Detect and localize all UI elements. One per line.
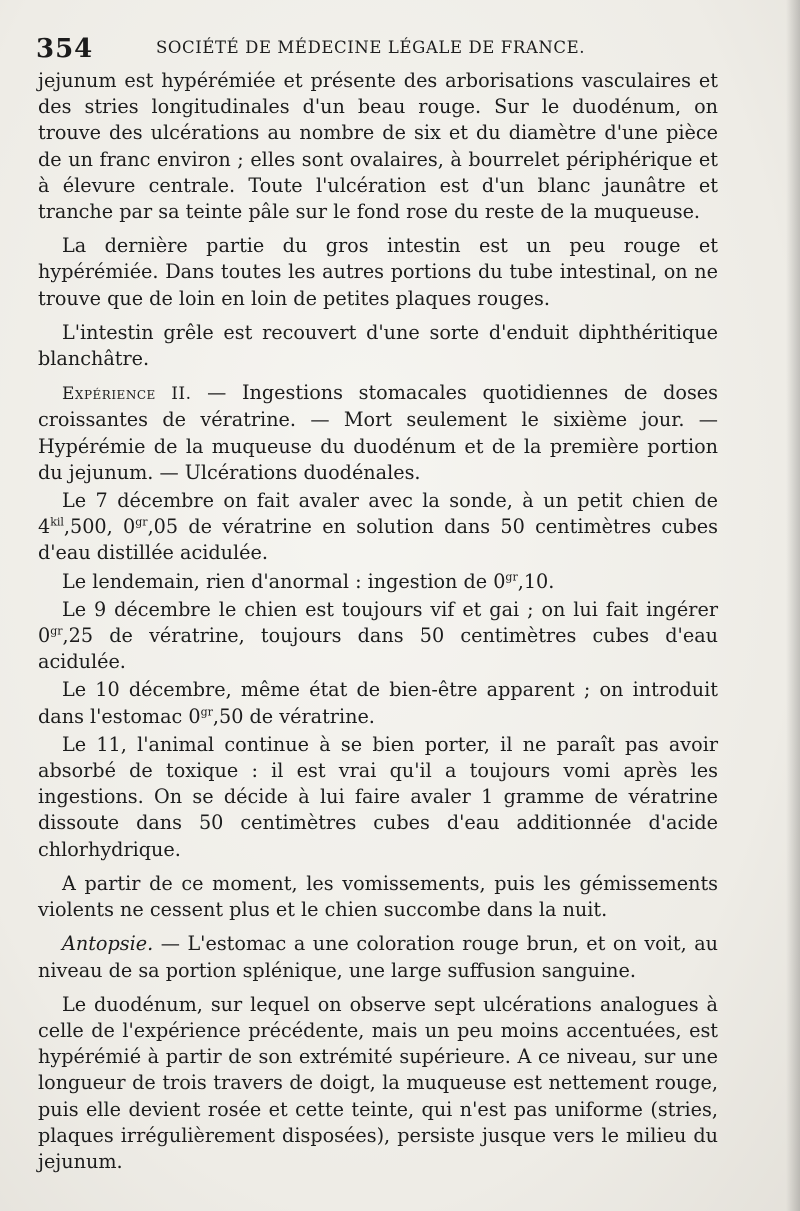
unit-superscript: gr [135,515,148,529]
paragraph-gros-intestin: La dernière partie du gros intestin est un peu rouge et hypérémiée. Dans toutes les autres portions du tube intestinal, on ne trouve que de loin en loin de petites plaques rouges. [38,234,718,310]
page-number: 354 [36,34,94,64]
unit-superscript: gr [505,570,518,584]
experience-summary: — Ingestions stomacales quotidiennes de doses croissantes de vératrine. — Mort seulement le sixième jour. — Hypérémie de la muqueuse du duodénum et de la première portion du jejunum. — Ulcérations duodénales. [38,381,718,484]
text-run: ,10. [517,569,555,593]
page-header [36,34,776,66]
text-run: ,05 de vératrine en solution dans 50 centimètres cubes d'eau distillée acidulée. [38,515,718,565]
paragraph-lendemain [38,569,718,595]
paragraph-9-decembre [38,597,718,676]
unit-superscript: kil [50,515,64,529]
unit-superscript: gr [50,624,63,638]
experience-label: Expérience II. [62,384,192,405]
body-text [38,68,718,1183]
text-run: Le 10 décembre, même état de bien-être apparent ; on introduit dans l'estomac 0 [38,678,718,728]
text-run: ,50 de vératrine. [212,704,375,728]
paragraph-experience-heading [38,380,718,486]
paragraph-autopsie [38,931,718,983]
text-run: Le 9 décembre le chien est toujours vif et gai ; on lui fait ingérer 0 [38,597,718,648]
paragraph-intestin-grele: L'intestin grêle est recouvert d'une sorte d'enduit diphthéritique blanchâtre. [38,320,718,371]
unit-superscript: gr [200,705,213,719]
paragraph-continuation: jejunum est hypérémiée et présente des arborisations vasculaires et des stries longitudinales d'un beau rouge. Sur le duodénum, on trouve des ulcérations au nombre de six et du diamètre d'une pièce de un franc environ ; elles sont ovalaires, à bourrelet périphérique et à élevure centrale. Toute l'ulcération est d'un blanc jaunâtre et tranche par sa teinte pâle sur le fond rose du reste de la muqueuse. [38,69,718,224]
page-edge-shadow [786,0,800,1211]
paragraph-11-decembre: Le 11, l'animal continue à se bien porter, il ne paraît pas avoir absorbé de toxique : il est vrai qu'il a toujours vomi après les ingestions. On se décide à lui faire avaler 1 gramme de vératrine dissoute dans 50 centimètres cubes d'eau additionnée d'acide chlorhydrique. [38,732,718,861]
text-run: ,500, 0 [63,515,136,539]
paragraph-duodenum: Le duodénum, sur lequel on observe sept ulcérations analogues à celle de l'expérience précédente, mais un peu moins accentuées, est hypérémié à partir de son extrémité supérieure. A ce niveau, sur une longueur de trois travers de doigt, la muqueuse est nettement rouge, puis elle devient rosée et cette teinte, qui n'est pas uniforme (stries, plaques irrégulièrement disposées), persiste jusque vers le milieu du jejunum. [38,992,718,1173]
text-run: ,25 de vératrine, toujours dans 50 centimètres cubes d'eau acidulée. [38,624,718,674]
text-run: Le 7 décembre on fait avaler avec la sonde, à un petit chien de 4 [38,489,718,539]
text-run: Le lendemain, rien d'anormal : ingestion de 0 [62,569,506,593]
autopsie-text: — L'estomac a une coloration rouge brun, et on voit, au niveau de sa portion splénique, une large suffusion sanguine. [38,932,718,982]
paragraph-vomissements: A partir de ce moment, les vomissements, puis les gémissements violents ne cessent plus et le chien succombe dans la nuit. [38,871,718,922]
autopsie-label: Antopsie. [62,932,154,956]
running-head: SOCIÉTÉ DE MÉDECINE LÉGALE DE FRANCE. [156,38,586,57]
paragraph-10-decembre [38,677,718,729]
paragraph-7-decembre [38,488,718,567]
